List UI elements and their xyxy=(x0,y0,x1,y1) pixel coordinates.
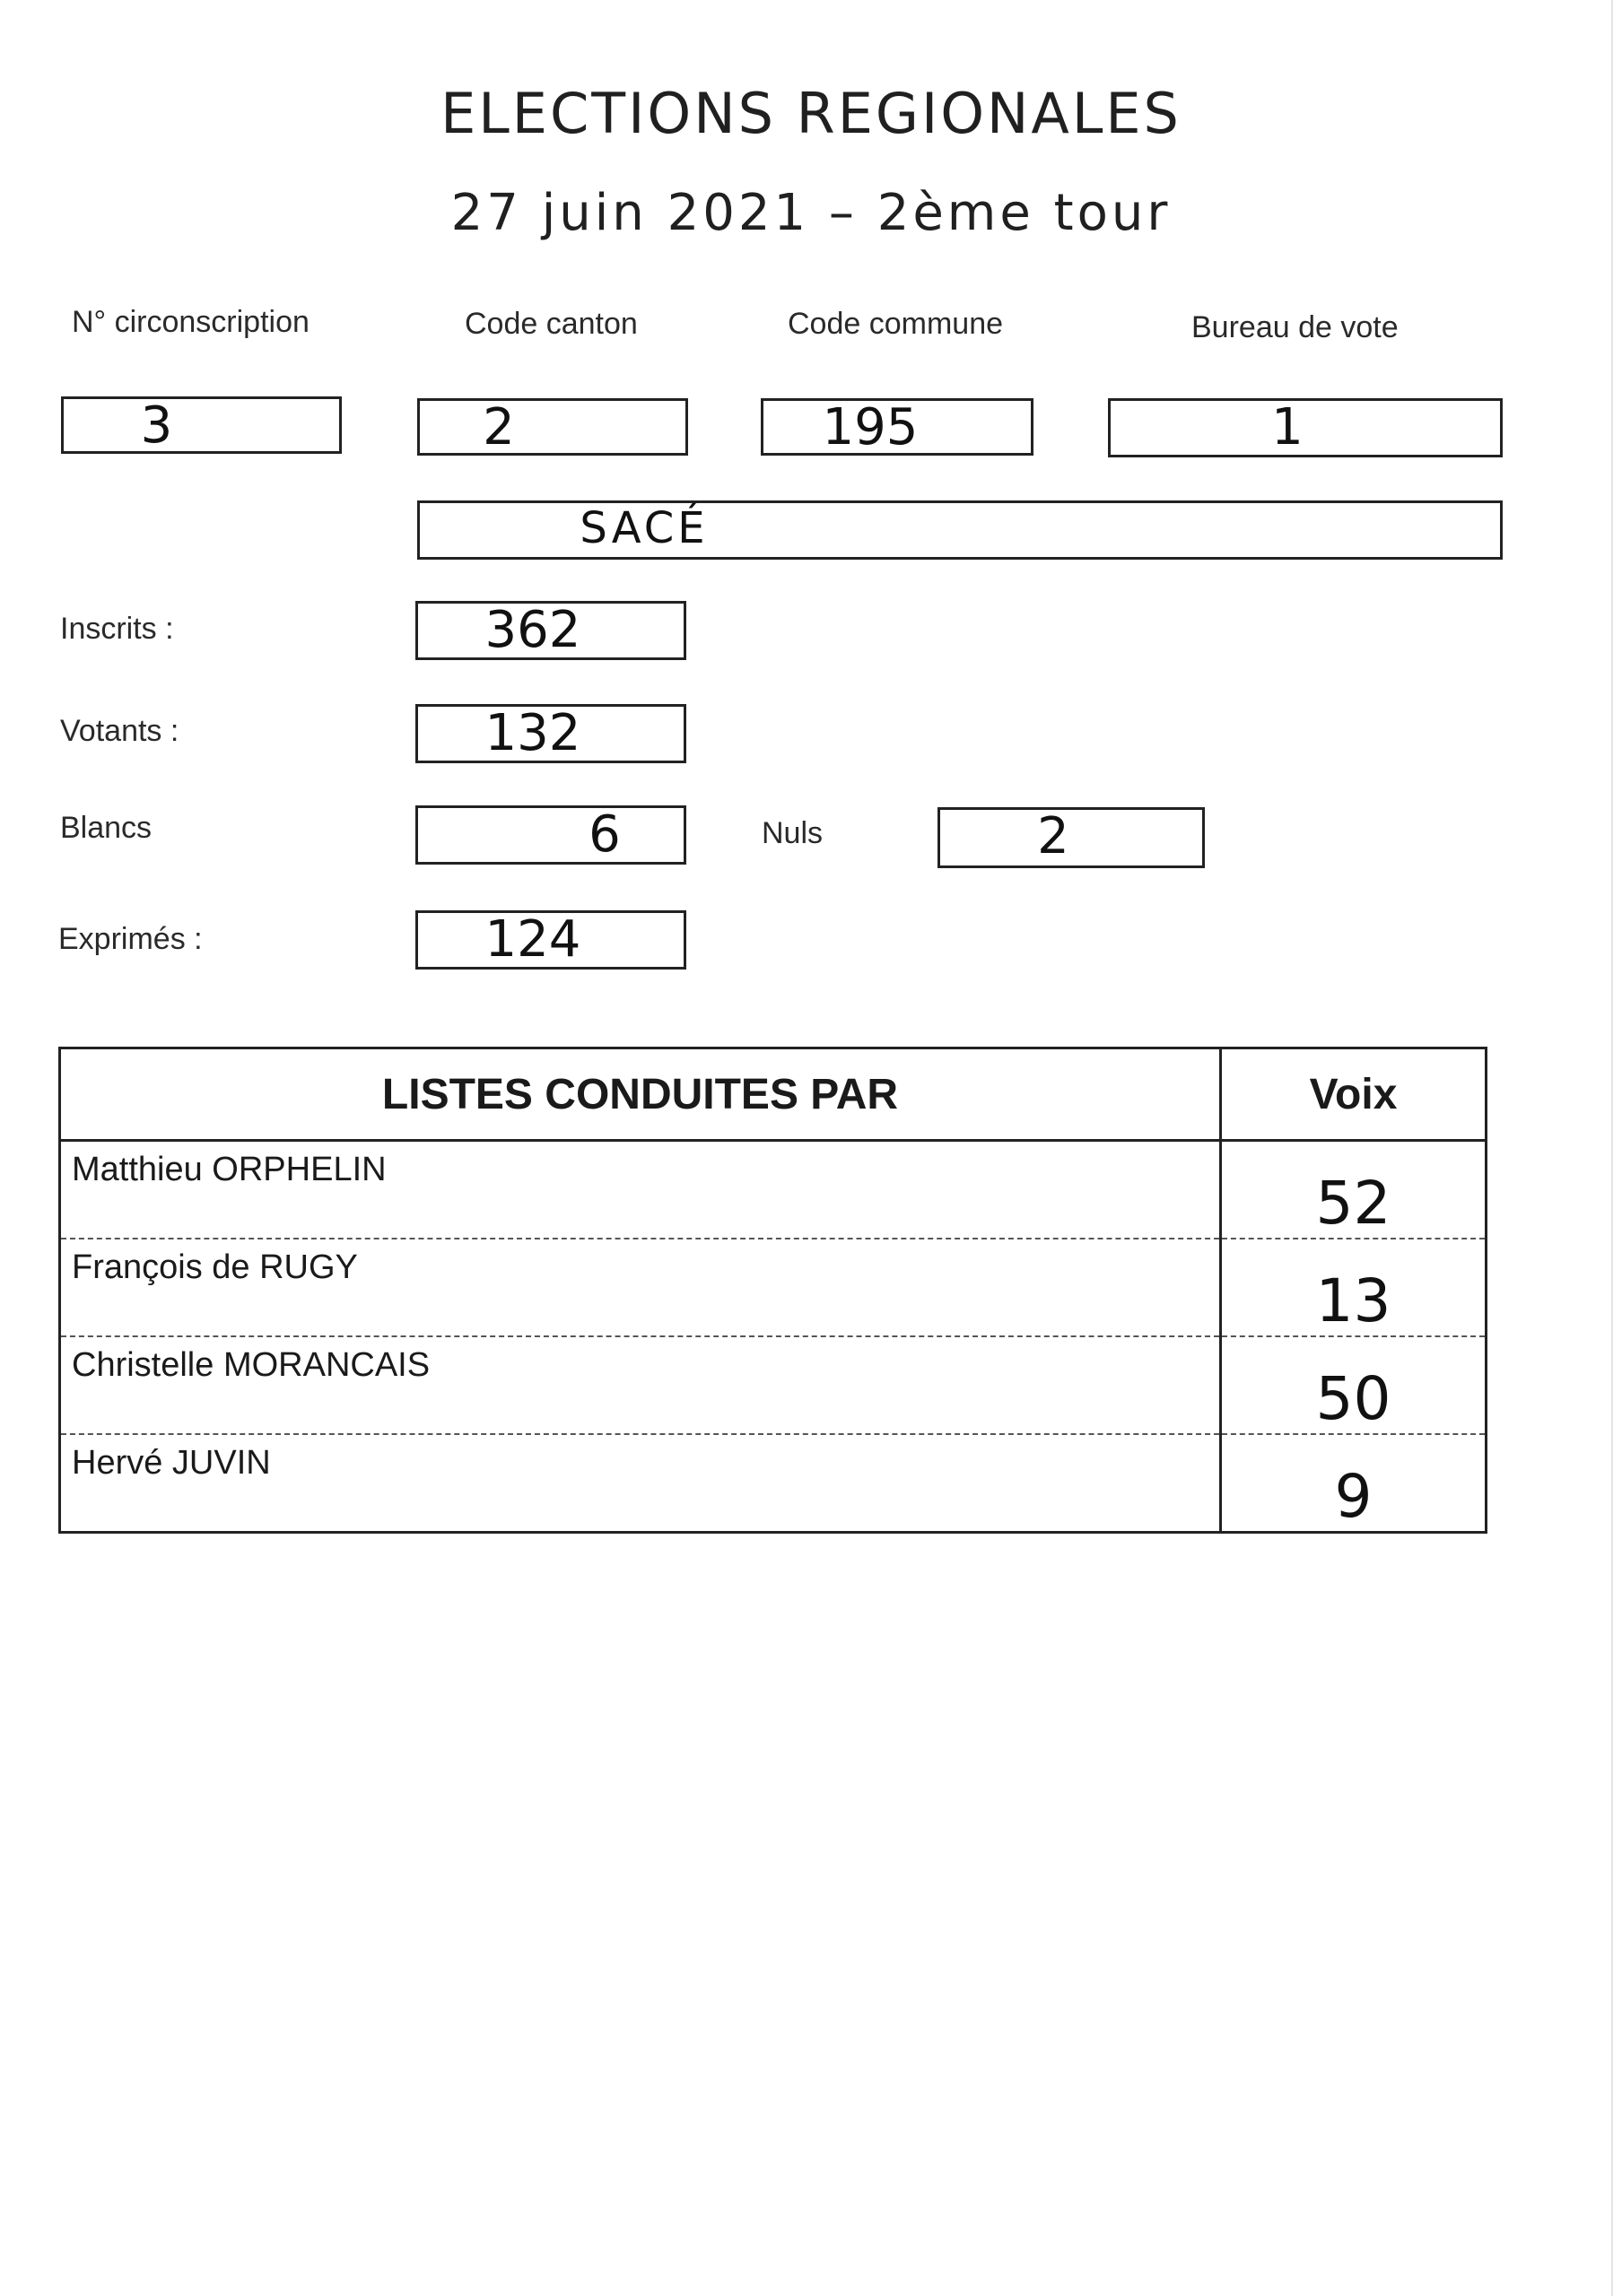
canton-label: Code canton xyxy=(465,307,638,341)
commune-name-value: SACÉ xyxy=(580,503,709,553)
table-row xyxy=(60,1434,1487,1533)
exprimes-label: Exprimés : xyxy=(58,922,203,956)
candidate-votes[interactable]: 9 xyxy=(1221,1434,1487,1533)
votants-box[interactable] xyxy=(415,704,686,763)
commune-name-box[interactable] xyxy=(417,500,1503,560)
canton-value: 2 xyxy=(483,398,515,457)
table-row xyxy=(60,1141,1487,1239)
votes-header: Voix xyxy=(1221,1048,1487,1141)
inscrits-value: 362 xyxy=(484,601,581,659)
lists-header: LISTES CONDUITES PAR xyxy=(60,1048,1221,1141)
results-header-row xyxy=(60,1048,1487,1141)
scan-edge xyxy=(1611,0,1613,2296)
bureau-box[interactable] xyxy=(1108,398,1503,457)
table-row xyxy=(60,1336,1487,1434)
votants-label: Votants : xyxy=(60,714,179,748)
bureau-label: Bureau de vote xyxy=(1191,310,1399,344)
bureau-value: 1 xyxy=(1271,398,1304,457)
candidate-votes[interactable]: 52 xyxy=(1221,1141,1487,1239)
nuls-value: 2 xyxy=(1037,807,1069,865)
candidate-votes[interactable]: 13 xyxy=(1221,1239,1487,1336)
blancs-label: Blancs xyxy=(60,811,153,845)
inscrits-label: Inscrits : xyxy=(60,612,174,646)
circonscription-label: N° circonscription xyxy=(72,305,310,339)
election-date-round: 27 juin 2021 – 2ème tour xyxy=(450,184,1172,242)
nuls-label: Nuls xyxy=(762,816,824,850)
document-title: ELECTIONS REGIONALES xyxy=(440,81,1182,146)
inscrits-box[interactable] xyxy=(415,601,686,660)
circonscription-value: 3 xyxy=(140,396,173,455)
canton-box[interactable] xyxy=(417,398,688,456)
candidate-name: Hervé JUVIN xyxy=(60,1434,1221,1533)
candidate-name: Matthieu ORPHELIN xyxy=(60,1141,1221,1239)
results-table xyxy=(58,1047,1487,1534)
commune-value: 195 xyxy=(822,398,919,457)
blancs-box[interactable] xyxy=(415,805,686,865)
candidate-votes[interactable]: 50 xyxy=(1221,1336,1487,1434)
votants-value: 132 xyxy=(484,704,581,762)
commune-label: Code commune xyxy=(788,307,1004,341)
candidate-name: François de RUGY xyxy=(60,1239,1221,1336)
exprimes-box[interactable] xyxy=(415,910,686,970)
nuls-box[interactable] xyxy=(937,807,1205,868)
candidate-name: Christelle MORANCAIS xyxy=(60,1336,1221,1434)
blancs-value: 6 xyxy=(589,805,621,864)
commune-box[interactable] xyxy=(761,398,1033,456)
table-row xyxy=(60,1239,1487,1336)
circonscription-box[interactable] xyxy=(61,396,342,454)
exprimes-value: 124 xyxy=(484,910,581,969)
